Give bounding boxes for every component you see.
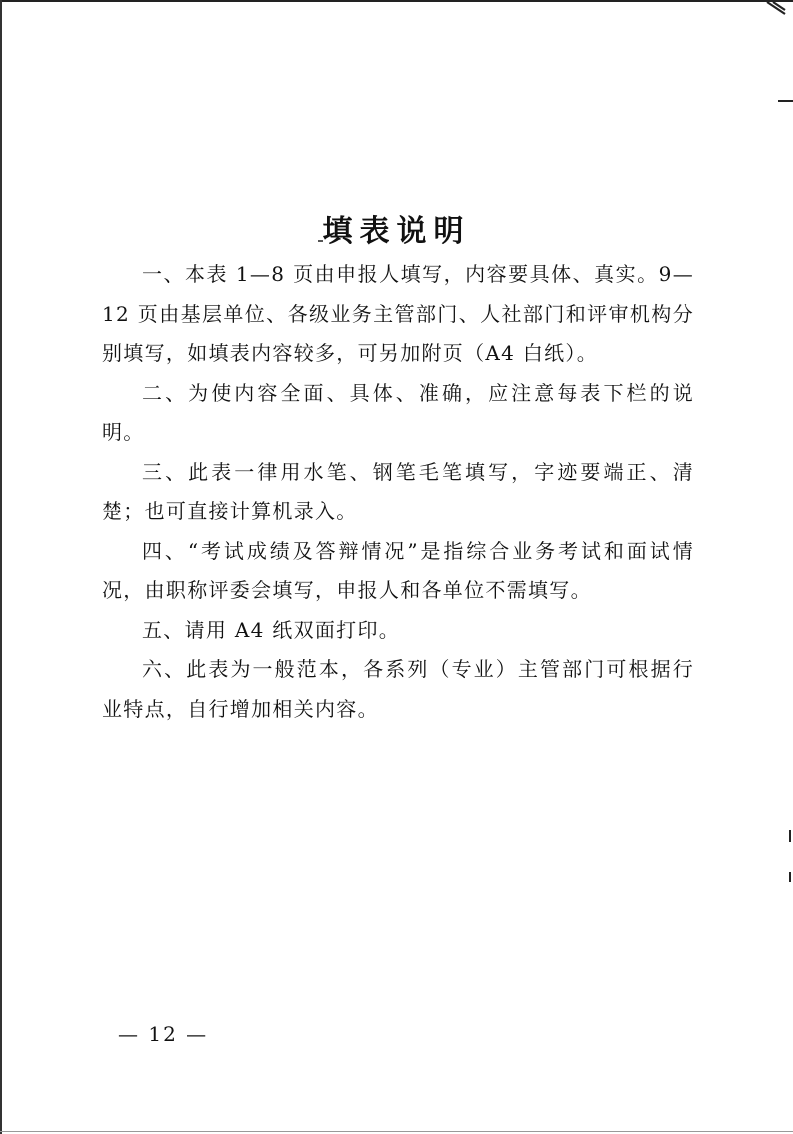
scan-border-bottom bbox=[0, 1131, 793, 1132]
scan-border-top bbox=[0, 0, 793, 2]
page-number: — 12 — bbox=[118, 1022, 209, 1046]
instruction-paragraph-4: 四、“考试成绩及答辩情况”是指综合业务考试和面试情况，由职称评委会填写，申报人和各单位不需填写。 bbox=[102, 538, 694, 602]
instruction-paragraph-1: 一、本表 1—8 页由申报人填写，内容要具体、真实。9—12 页由基层单位、各级业务主管部门、人社部门和评审机构分别填写，如填表内容较多，可另加附页（A4 白纸）。 bbox=[102, 262, 694, 365]
scan-dot-mark bbox=[318, 240, 323, 242]
instruction-paragraph-3: 三、此表一律用水笔、钢笔毛笔填写，字迹要端正、清楚；也可直接计算机录入。 bbox=[102, 459, 694, 523]
document-title: 填表说明 bbox=[322, 214, 471, 250]
scan-edge-mark bbox=[789, 830, 791, 842]
scan-edge-mark bbox=[789, 872, 791, 882]
instruction-paragraph-2: 二、为使内容全面、具体、准确，应注意每表下栏的说明。 bbox=[102, 380, 694, 444]
instruction-paragraph-6: 六、此表为一般范本，各系列（专业）主管部门可根据行业特点，自行增加相关内容。 bbox=[102, 657, 694, 721]
instructions-body bbox=[102, 255, 694, 729]
scan-edge-mark bbox=[778, 100, 793, 102]
scan-corner-mark bbox=[765, 0, 787, 16]
instruction-paragraph-5: 五、请用 A4 纸双面打印。 bbox=[142, 617, 401, 642]
scan-border-left bbox=[0, 0, 2, 1134]
